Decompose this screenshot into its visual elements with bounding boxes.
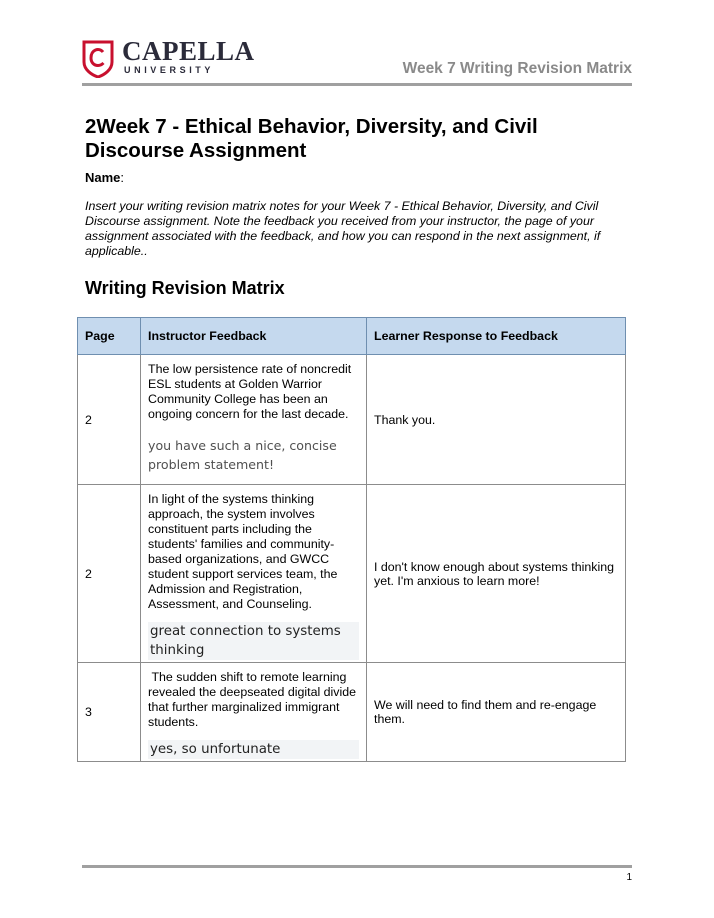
page-header (82, 38, 632, 86)
logo-wordmark: CAPELLA (122, 36, 255, 66)
instructor-comment: yes, so unfortunate (148, 740, 359, 759)
footer-divider (82, 865, 632, 868)
feedback-cell (141, 485, 367, 663)
name-field (85, 170, 124, 185)
feedback-cell (141, 663, 367, 762)
feedback-cell (141, 355, 367, 485)
table-header-row (78, 318, 626, 355)
document-title: 2Week 7 - Ethical Behavior, Diversity, and Civil Discourse Assignment (85, 115, 538, 162)
response-cell: We will need to find them and re-engage them. (367, 663, 626, 762)
column-header-response: Learner Response to Feedback (367, 318, 626, 355)
capella-logo (82, 36, 255, 82)
feedback-text: The sudden shift to remote learning revealed the deepseated digital divide that further marginalized immigrant students. (148, 670, 360, 729)
feedback-text: The low persistence rate of noncredit ESL students at Golden Warrior Community College has been an ongoing concern for the last decade. (148, 362, 352, 421)
name-label: Name (85, 170, 121, 185)
logo-subtitle: UNIVERSITY (124, 65, 215, 75)
column-header-page: Page (78, 318, 141, 355)
revision-matrix-table (77, 317, 626, 762)
instructor-comment: great connection to systems thinking (148, 622, 359, 660)
page-cell: 2 (78, 355, 141, 485)
table-row (78, 355, 626, 485)
instructions-text: Insert your writing revision matrix notes for your Week 7 - Ethical Behavior, Diversity, and Civil Discourse assignment. Note the feedback you received from your instructor, the page of your assignment associated with the feedback, and how you can respond in the next assignment, if applicable.. (85, 199, 601, 258)
page-cell: 3 (78, 663, 141, 762)
page-cell: 2 (78, 485, 141, 663)
header-title: Week 7 Writing Revision Matrix (402, 60, 632, 77)
section-title: Writing Revision Matrix (85, 278, 285, 298)
header-divider (82, 83, 632, 86)
shield-logo-icon (82, 40, 114, 78)
column-header-feedback: Instructor Feedback (141, 318, 367, 355)
table-row (78, 663, 626, 762)
name-colon: : (120, 170, 125, 185)
page-number: 1 (626, 872, 632, 883)
instructor-comment: you have such a nice, concise problem statement! (148, 438, 337, 472)
response-cell: Thank you. (367, 355, 626, 485)
table-row (78, 485, 626, 663)
feedback-text: In light of the systems thinking approach, the system involves constituent parts including the students' families and community-based organizations, and GWCC student support services team, the Admission and Registration, Assessment, and Counseling. (148, 492, 338, 611)
response-cell: I don't know enough about systems thinking yet. I'm anxious to learn more! (367, 485, 626, 663)
